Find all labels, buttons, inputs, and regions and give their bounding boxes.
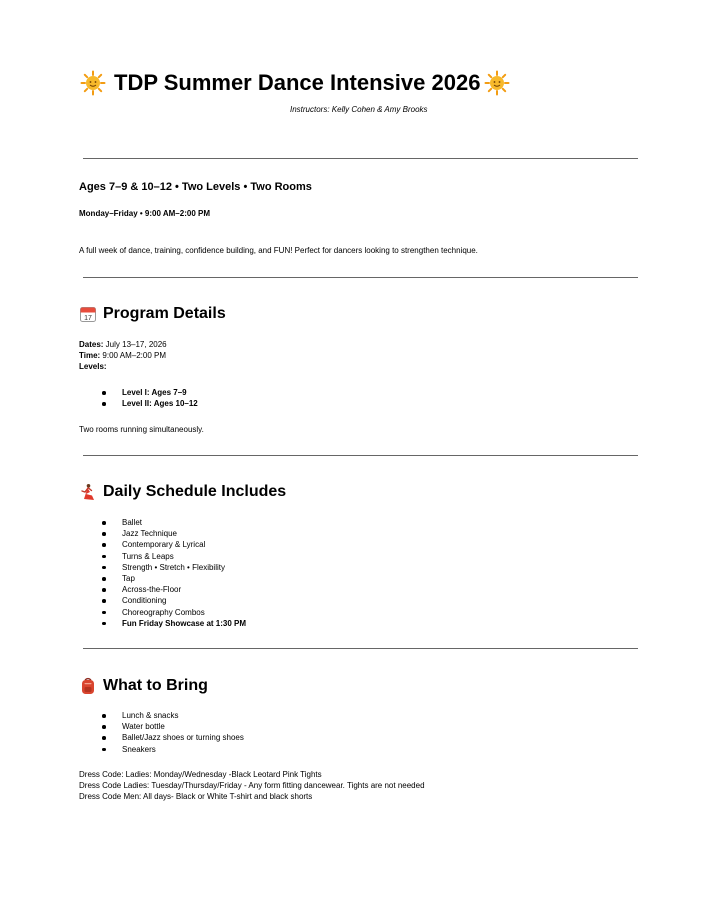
divider [83,455,638,456]
list-item: Contemporary & Lyrical [0,539,246,550]
list-item: Level II: Ages 10–12 [0,398,198,409]
list-item: Water bottle [0,721,244,732]
dates-value: July 13–17, 2026 [103,340,167,349]
intro-description: A full week of dance, training, confidence building, and FUN! Perfect for dancers looking to strengthen technique. [79,246,478,255]
schedule-line: Monday–Friday • 9:00 AM–2:00 PM [79,209,210,218]
list-item: Conditioning [0,595,246,606]
divider [83,158,638,159]
list-item: Level I: Ages 7–9 [0,387,198,398]
ages-subheading: Ages 7–9 & 10–12 • Two Levels • Two Rooms [79,181,312,193]
dates-line [79,339,167,350]
list-item: Lunch & snacks [0,710,244,721]
section-title: Daily Schedule Includes [103,483,287,500]
section-title: What to Bring [103,677,208,694]
time-label: Time: [79,351,101,360]
daily-schedule-heading [79,481,286,503]
list-item: Across-the-Floor [0,584,246,595]
svg-text:17: 17 [84,315,92,322]
what-to-bring-heading [79,675,208,697]
schedule-list [0,517,246,629]
section-title: Program Details [103,305,226,322]
list-item: Sneakers [0,744,244,755]
bring-list [0,710,244,755]
dress-code-line: Dress Code Men: All days- Black or White T-shirt and black shorts [79,792,313,801]
time-line [79,350,166,361]
divider [83,648,638,649]
sun-icon [484,70,510,96]
list-item: Turns & Leaps [0,551,246,562]
list-item: Jazz Technique [0,528,246,539]
dress-code-line: Dress Code: Ladies: Monday/Wednesday -Black Leotard Pink Tights [79,770,322,779]
page-title: TDP Summer Dance Intensive 2026 [114,70,481,95]
list-item: Ballet [0,517,246,528]
dress-code-line: Dress Code Ladies: Tuesday/Thursday/Friday - Any form fitting dancewear. Tights are not needed [79,781,425,790]
calendar-icon [79,305,97,323]
list-item: Strength • Stretch • Flexibility [0,562,246,573]
levels-label: Levels: [79,362,107,371]
list-item: Ballet/Jazz shoes or turning shoes [0,732,244,743]
divider [83,277,638,278]
dates-label: Dates: [79,340,104,349]
list-item: Choreography Combos [0,607,246,618]
time-value: 9:00 AM–2:00 PM [100,351,167,360]
program-details-heading [79,303,226,325]
levels-list [0,387,198,409]
list-item: Tap [0,573,246,584]
backpack-icon [79,677,97,695]
instructors-line: Instructors: Kelly Cohen & Amy Brooks [290,105,428,114]
rooms-note: Two rooms running simultaneously. [79,425,204,434]
sun-icon [80,70,106,96]
dancer-icon [79,483,97,501]
list-item: Fun Friday Showcase at 1:30 PM [0,618,246,629]
title-row [80,66,510,100]
